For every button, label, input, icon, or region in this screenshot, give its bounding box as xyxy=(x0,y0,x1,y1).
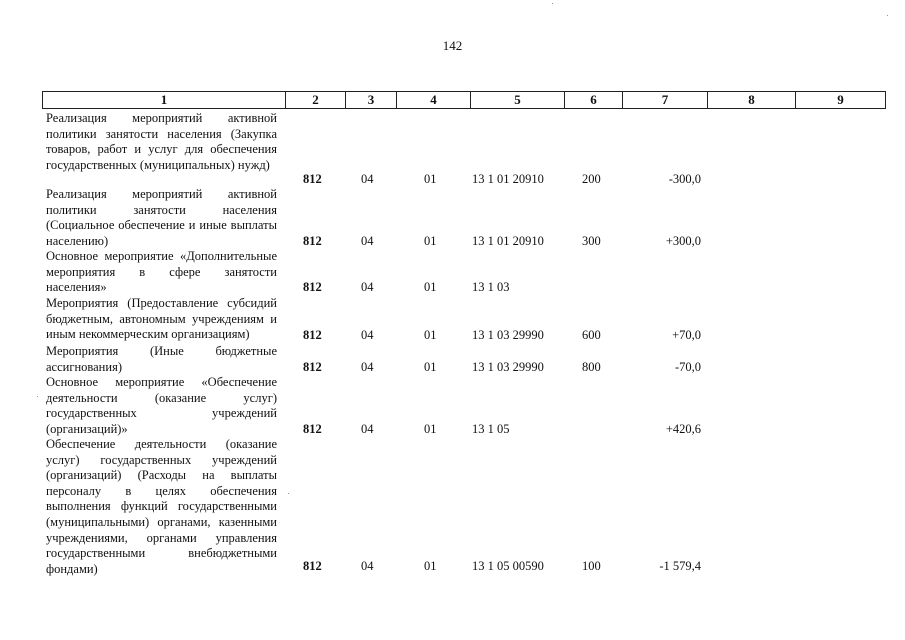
cell-5: 13 1 01 20910 xyxy=(472,172,544,186)
cell-3: 04 xyxy=(361,172,374,186)
cell-2: 812 xyxy=(303,328,322,342)
scan-speck xyxy=(552,3,553,4)
cell-4: 01 xyxy=(424,328,437,342)
column-header-1: 1 xyxy=(43,92,286,109)
row-description: Реализация мероприятий активной политики занятости населения (Социальное обеспечение и иные выплаты населению) xyxy=(46,187,277,248)
cell-2: 812 xyxy=(303,559,322,573)
cell-6: 800 xyxy=(582,360,601,374)
cell-6: 200 xyxy=(582,172,601,186)
page-number: 142 xyxy=(442,38,463,53)
column-header-2: 2 xyxy=(286,92,346,109)
cell-7: +70,0 xyxy=(672,328,701,342)
row-description: Мероприятия (Иные бюджетные ассигнования) xyxy=(46,344,277,374)
scan-speck xyxy=(288,493,289,494)
cell-6: 100 xyxy=(582,559,601,573)
column-header-5: 5 xyxy=(471,92,565,109)
cell-2: 812 xyxy=(303,280,322,294)
scan-speck xyxy=(887,15,888,16)
cell-2: 812 xyxy=(303,360,322,374)
cell-5: 13 1 01 20910 xyxy=(472,234,544,248)
scan-speck xyxy=(37,396,38,397)
column-header-6: 6 xyxy=(565,92,623,109)
cell-5: 13 1 03 29990 xyxy=(472,328,544,342)
cell-4: 01 xyxy=(424,172,437,186)
cell-2: 812 xyxy=(303,172,322,186)
cell-3: 04 xyxy=(361,360,374,374)
cell-2: 812 xyxy=(303,234,322,248)
column-header-8: 8 xyxy=(708,92,796,109)
row-description: Мероприятия (Предоставление субсидий бюджетным, автономным учреждениям и иным некоммерческим организациям) xyxy=(46,296,277,342)
cell-7: +420,6 xyxy=(665,422,701,436)
column-header-7: 7 xyxy=(623,92,708,109)
row-description: Основное мероприятие «Обеспечение деятельности (оказание услуг) государственных учреждений (организаций)» xyxy=(46,375,277,436)
cell-7: -300,0 xyxy=(668,172,701,186)
column-header-3: 3 xyxy=(346,92,397,109)
column-header-row xyxy=(42,91,886,109)
row-description: Обеспечение деятельности (оказание услуг) государственных учреждений (организаций) (Расходы на выплаты персоналу в целях обеспечения выполнения функций государственными (муниципальными) органами, казенными учреждениями, органами управления государственными внебюджетными фондами) xyxy=(46,437,277,576)
cell-7: +300,0 xyxy=(665,234,701,248)
column-header-4: 4 xyxy=(397,92,471,109)
cell-5: 13 1 05 xyxy=(472,422,510,436)
cell-4: 01 xyxy=(424,360,437,374)
cell-3: 04 xyxy=(361,280,374,294)
cell-7: -1 579,4 xyxy=(659,559,701,573)
cell-2: 812 xyxy=(303,422,322,436)
cell-5: 13 1 03 xyxy=(472,280,510,294)
cell-6: 300 xyxy=(582,234,601,248)
column-header-9: 9 xyxy=(796,92,886,109)
cell-3: 04 xyxy=(361,422,374,436)
cell-3: 04 xyxy=(361,559,374,573)
row-description: Основное мероприятие «Дополнительные мероприятия в сфере занятости населения» xyxy=(46,249,277,295)
row-description: Реализация мероприятий активной политики занятости населения (Закупка товаров, работ и услуг для обеспечения государственных (муниципальных) нужд) xyxy=(46,111,277,172)
cell-6: 600 xyxy=(582,328,601,342)
cell-4: 01 xyxy=(424,559,437,573)
cell-7: -70,0 xyxy=(674,360,701,374)
cell-4: 01 xyxy=(424,422,437,436)
cell-3: 04 xyxy=(361,328,374,342)
cell-5: 13 1 03 29990 xyxy=(472,360,544,374)
cell-5: 13 1 05 00590 xyxy=(472,559,544,573)
cell-3: 04 xyxy=(361,234,374,248)
cell-4: 01 xyxy=(424,280,437,294)
cell-4: 01 xyxy=(424,234,437,248)
